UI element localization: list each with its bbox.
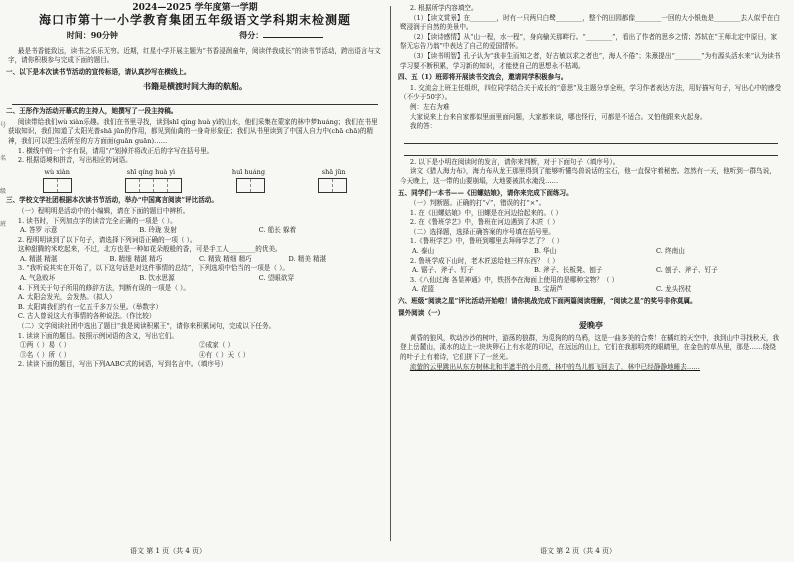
story-tail: 流萤的云里跳出从东方树林北和半遮半的小月亮，林中的鸟儿都飞回去了，林中已经静静地睡去…… xyxy=(409,362,701,371)
story-text: 黄昏的狼风，吹动沙沙的树叶，游荡的狼群，为觅狗的的乌鸦，这是一曲多美的合奏！在橘红的天空中，我到山中寻找秋天，我登上岳麓山，溪水的边上一块块卵石上有水花的印记，在远远的山上，它们在我那明亮的眼睛里，在金色的草丛里，那是……绕绕的叶子上有着诗，它们拼下了一丝光。 xyxy=(400,333,780,361)
idiom-blank[interactable]: ④有（ ）天（ ） xyxy=(199,350,250,359)
term-label: 2024—2025 学年度第一学期 xyxy=(132,3,258,13)
char-grid[interactable] xyxy=(125,178,182,193)
subsection-3-1: （一）程明明是活动中的小编辑，请在下面的题目中辨析。 xyxy=(17,206,190,215)
example-label: 例：左右为难 xyxy=(409,102,450,111)
choice-question: 1.《鲁班学艺》中，鲁班到哪里去拜师学艺了？（ ） xyxy=(409,237,564,246)
pinyin-label: wù xiàn xyxy=(44,167,70,176)
reading-label: 课外阅读（一） xyxy=(398,308,445,317)
char-grid[interactable] xyxy=(43,178,72,193)
question-3-5: 1. 读读下面的题目。按照示例词语的含义，写出它们。 xyxy=(17,331,178,340)
answer-line[interactable] xyxy=(404,134,778,144)
option[interactable]: A. 精湛 精湛 xyxy=(20,254,58,263)
choice-options xyxy=(398,266,784,276)
fill-intro: 2. 根据所学内容填空。 xyxy=(409,4,478,12)
question-3-2: 2. 程明明读到了以下句子，请选择下列词语正确的一项（ ）。 xyxy=(17,235,197,244)
binding-label: 班 xyxy=(0,221,7,228)
page-footer-left: 语文 第 1 页（共 4 页） xyxy=(130,547,207,555)
host-script-text: 阅读带给我们wù xiàn乐趣。我们在书里寻找，读到shī qíng huà yì的山水，他们采集在蒙家的林中梦huáng；我们在书里获取知识，我们知道了太阳光普shā jūn的作用，都见到仙禽的一身奇形象征；我们从书里读到了中国人自力中(chā chā)的精神，我们可以把生活所至的方方面面(guān guān)…… xyxy=(8,117,378,145)
judge-item[interactable]: 1. 在《田螺姑娘》中，田螺是在河边拾起来的。（ ） xyxy=(409,208,563,217)
fill-item-1[interactable]: （1）【读文赏景】在________，时有一只两只白鹭________，整个的田园都像________一回的大小银鱼是________去人似乎在白鹭浸润于自然的美景中。 xyxy=(400,13,781,32)
option[interactable]: B. 太阳离我们约有一亿五千多万公里。（举数字） xyxy=(17,302,163,311)
idiom-blanks xyxy=(6,341,384,351)
choice-options xyxy=(398,247,784,257)
option[interactable]: C. 龙头拐杖 xyxy=(656,285,692,294)
option[interactable]: A. 花篮 xyxy=(412,285,435,294)
question-2-2: 2. 根据语境和拼音，写出相应的词语。 xyxy=(17,156,132,165)
pinyin-label: huī huáng xyxy=(231,167,266,176)
exam-meta xyxy=(6,31,384,41)
pinyin-label: shī qíng huà yì xyxy=(126,167,176,176)
question-3-4: 4. 下列关于句子所用的修辞方法，判断有误的一项是（ ）。 xyxy=(17,283,190,292)
copy-line[interactable] xyxy=(12,95,378,105)
page-left xyxy=(6,0,384,540)
subsection-3-2: （二）文学阅读社团中选出了题目“我是阅读积累王”，请你来积累词句，完成以下任务。 xyxy=(17,322,276,331)
options-3-3 xyxy=(6,274,384,284)
question-3-2-text: 这种甜腾的米吃起来，不过，北方也是一种如花朵般般的香，可是手工人________的优美。 xyxy=(17,245,282,254)
binding-label: 级 xyxy=(0,188,7,195)
time-label: 时间：90分钟 xyxy=(66,30,118,41)
binding-label: 名 xyxy=(0,155,7,162)
option[interactable]: A. 太阳会发光，会发热。（拟人） xyxy=(17,293,116,302)
judge-item[interactable]: 2. 在《鲁班学艺》中，鲁班在河边遇到了木匠（ ） xyxy=(409,218,559,227)
binding-label: 号 xyxy=(0,122,7,129)
option[interactable]: C. 精致 精细 精巧 xyxy=(199,254,252,263)
example-text: 大家说来上台来自家都似里面里面问题，大家都来谈，哪也怪行，可都是不适合。又怕他跟来火起身。 xyxy=(409,112,707,121)
question-3-6: 2. 读读下面的题目，写出下列AABC式的词语，写到名言中。（填序号） xyxy=(17,360,228,369)
question-4-2-text: 读文《猎人海力布》，海力布从龙王那里得到了能够听懂鸟兽说话的宝石，他一直保守着秘密。忽然有一天，他听到一群鸟说，今天晚上，这一带的山要崩塌，大地要被洪水淹没…… xyxy=(400,167,776,185)
idiom-blank[interactable]: ①两（ ）易（ ） xyxy=(20,341,71,350)
option[interactable]: A. 答罗 示意 xyxy=(20,226,58,235)
char-grid[interactable] xyxy=(318,178,347,193)
writing-grids xyxy=(16,178,374,193)
subsection-5-1: （一）判断题。正确的打“√”，错误的打“×”。 xyxy=(409,199,546,208)
option[interactable]: B. 精细 精湛 精巧 xyxy=(109,254,163,263)
section-6-heading: 六、班级“阅读之星”评比活动开始啦！请你挑战完成下面两篇阅读理解，“阅读之星”的奖号非你莫属。 xyxy=(398,297,697,306)
question-4-2: 2. 以下是小明在阅读时的发言，请你来判断，对于下面句子（填序号）。 xyxy=(409,157,620,166)
subsection-5-2: （二）选择题，选择正确答案的序号填在括号里。 xyxy=(409,227,555,236)
section-5-heading: 五、同学们一本书——《田螺姑娘》，请你来完成下面练习。 xyxy=(398,188,573,197)
option[interactable]: C. 船长 躲着 xyxy=(258,226,297,235)
option[interactable]: B. 饮水思源 xyxy=(139,274,175,283)
page-footer-right: 语文 第 2 页（共 4 页） xyxy=(540,547,617,555)
fill-item-3[interactable]: （3）【读书明智】孔子认为“我非生而知之者，好古敏以求之者也”，海人不倦”；朱熹提出“________”为有源头活水来”认为读书学习要不断积累，学习新的知识，才能使自己的思想永不枯竭。 xyxy=(400,51,781,70)
score-field[interactable]: 得分： xyxy=(239,31,323,41)
question-3-1: 1. 读书时，下列加点字的读音完全正确的一项是（ ）。 xyxy=(17,216,177,225)
idiom-blank[interactable]: ③名（ ）所（ ） xyxy=(20,350,71,359)
question-2-1: 1. 横线中的一个字有误，请用“/”划掉并将改正后的字写在括号里。 xyxy=(17,146,214,155)
choice-question: 3.《八仙过海 各显神通》中，铁拐李在海面上使用的是哪种宝物？（ ） xyxy=(409,275,619,284)
answer-line[interactable] xyxy=(404,146,778,156)
option[interactable]: B. 华山 xyxy=(534,247,557,256)
option[interactable]: D. 精美 精湛 xyxy=(288,254,327,263)
option[interactable]: B. 玲珑 发射 xyxy=(139,226,177,235)
option[interactable]: B. 斧子、长板凳、刨子 xyxy=(534,266,603,275)
question-3-3: 3. “我听说其实在开始了，以下这句话是对这件事情的总结”，下列选项中恰当的一项是（ ）。 xyxy=(17,264,289,273)
option[interactable]: A. 锯子、斧子、钉子 xyxy=(412,266,474,275)
question-4-1: 1. 交流会上班主任组织，四位同学结合关于成长的“意思”及主题分享全班，学习作者表达方法，用好描写句子，写出心中的感受（不少于50字）。 xyxy=(400,83,782,102)
options-3-1 xyxy=(6,226,384,236)
option[interactable]: C. 终南山 xyxy=(656,247,685,256)
choice-question: 2. 鲁班学成下山时，老木匠送给他三样东西？（ ） xyxy=(409,256,559,265)
option[interactable]: A. 气急败坏 xyxy=(20,274,56,283)
exam-title: 海口市第十一小学教育集团五年级语文学科期末检测题 xyxy=(38,12,351,27)
choice-options xyxy=(398,285,784,295)
slogan-text: 书籍是横渡时间大海的航船。 xyxy=(143,80,247,91)
story-title: 爱晚亭 xyxy=(579,320,603,331)
option[interactable]: C. 古人曾说这大有事情的各种说法。（作比较） xyxy=(17,312,156,321)
idiom-blank[interactable]: ②成家（ ） xyxy=(199,341,235,350)
option[interactable]: A. 泰山 xyxy=(412,247,435,256)
page-right xyxy=(398,0,784,540)
idiom-blanks xyxy=(6,351,384,361)
option[interactable]: C. 望眼欲穿 xyxy=(258,274,295,283)
section-3-heading: 三、学校文学社团根据本次读书节活动，举办“中国寓言阅读”评比活动。 xyxy=(6,196,218,205)
option[interactable]: B. 宝葫芦 xyxy=(534,285,563,294)
section-4-heading: 四、五（1）班即将开展读书交流会，邀请同学积极参与。 xyxy=(398,73,568,82)
section-1-heading: 一、以下是本次读书节活动的宣传标语，请认真抄写在横线上。 xyxy=(6,67,191,76)
option[interactable]: C. 刨子、斧子、钉子 xyxy=(656,266,718,275)
intro-text: 最是书香能致远，读书之乐乐无穷。近期，红星小学开展主题为“书香浸润童年，阅读伴我成长”的读书节活动，跨出语言与文字，请你积极参与完成下面的题目。 xyxy=(8,46,381,65)
fill-item-2[interactable]: （2）【读诗感情】从“山一程，水一程”，身向榆关那畔行。“________”，看出了作者的思乡之情；苏轼在“王师北定中原日，家祭无忘告乃翁”中表达了自己的爱国情怀。 xyxy=(400,32,778,51)
section-2-heading: 二、王彤作为活动开幕式的主持人，她撰写了一段主持稿。 xyxy=(6,107,178,116)
page-divider xyxy=(390,6,391,541)
pinyin-label: shā jūn xyxy=(321,167,346,176)
pinyin-row xyxy=(16,168,374,178)
char-grid[interactable] xyxy=(236,178,265,193)
answer-label: 我的答： xyxy=(409,122,437,131)
